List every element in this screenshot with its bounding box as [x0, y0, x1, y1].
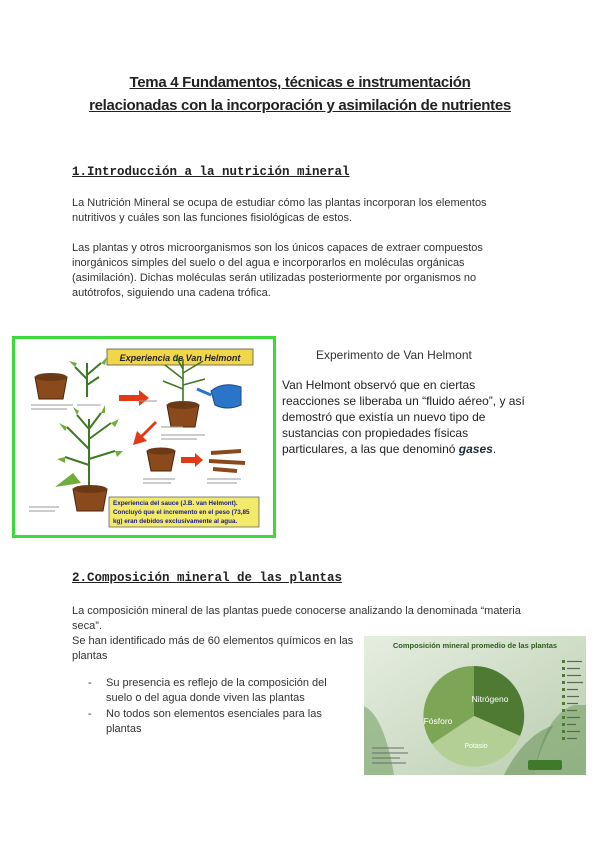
section2-para2-line2: plantas: [72, 650, 108, 662]
vh-line5: [282, 441, 578, 457]
van-helmont-text: [282, 377, 578, 457]
section2-para1-line2: seca”.: [72, 620, 102, 632]
pie-label-potasio: Potasio: [464, 743, 488, 750]
bullet1-line1: - Su presencia es reflejo de la composición del: [106, 677, 327, 689]
figure1-caption: Experimento de Van Helmont: [316, 348, 472, 362]
section1-heading: 1.Introducción a la nutrición mineral: [72, 165, 350, 179]
van-helmont-illustration: [15, 339, 273, 535]
bullet-list: [88, 676, 353, 738]
bullet2-line2: plantas: [106, 723, 142, 735]
pie-label-fosforo: Fósforo: [423, 716, 453, 726]
section2-para2-line1: Se han identificado más de 60 elementos químicos en las: [72, 635, 354, 647]
section2-para1-line1: La composición mineral de las plantas puede conocerse analizando la denominada “materia: [72, 605, 521, 617]
pie-title: Composición mineral promedio de las plantas: [392, 641, 558, 650]
section2-heading: 2.Composición mineral de las plantas: [72, 571, 343, 585]
mineral-pie-illustration: [364, 636, 586, 775]
note-line3: kg) eran debidos exclusivamente al agua.: [113, 518, 238, 525]
note-line2: Concluyó que el incremento en el peso (73,85: [113, 509, 250, 516]
banner-label: Experiencia de Van Helmont: [119, 353, 241, 363]
section1-para2-line3: (asimilación). Dichas moléculas serán utilizadas posteriormente por organismos no: [72, 272, 477, 284]
bullet2-line1: - No todos son elementos esenciales para las: [106, 708, 322, 720]
vh-line1: Van Helmont observó que en ciertas: [282, 378, 476, 392]
section1-para2-line1: Las plantas y otros microorganismos son los únicos capaces de extraer compuestos: [72, 242, 483, 254]
list-item: [88, 707, 353, 737]
bullet1-line2: suelo o del agua donde viven las plantas: [106, 692, 305, 704]
note-line1: Experiencia del sauce (J.B. van Helmont).: [113, 500, 238, 507]
section1-para2-line2: inorgánicos simples del suelo o del agua e incorporarlos en moléculas orgánicas: [72, 257, 465, 269]
vh-line5-c: .: [492, 442, 497, 456]
page-title-line2: relacionadas con la incorporación y asimilación de nutrientes: [89, 97, 511, 114]
vh-line4: sustancias con propiedades físicas: [282, 426, 469, 440]
page-title-line1: Tema 4 Fundamentos, técnicas e instrumentación: [129, 74, 471, 91]
vh-line3: demostró que existía un nuevo tipo de: [282, 410, 486, 424]
section1-para1-line2: nutritivos y cuáles son las funciones fisiológicas de estos.: [72, 212, 353, 224]
mineral-composition-figure: [364, 636, 586, 775]
van-helmont-figure: [12, 336, 276, 538]
vh-line5-a: particulares, a las que denominó: [282, 442, 459, 456]
pie-label-nitrogeno: Nitrógeno: [471, 694, 509, 704]
list-item: [88, 676, 353, 706]
section1-para2-line4: autótrofos, siguiendo una cadena trófica.: [72, 287, 271, 299]
section1-para1-line1: La Nutrición Mineral se ocupa de estudiar cómo las plantas incorporan los elementos: [72, 197, 487, 209]
gases-term: gases: [458, 442, 493, 456]
vh-line2: reacciones se liberaba un “fluido aéreo”, y así: [282, 394, 525, 408]
